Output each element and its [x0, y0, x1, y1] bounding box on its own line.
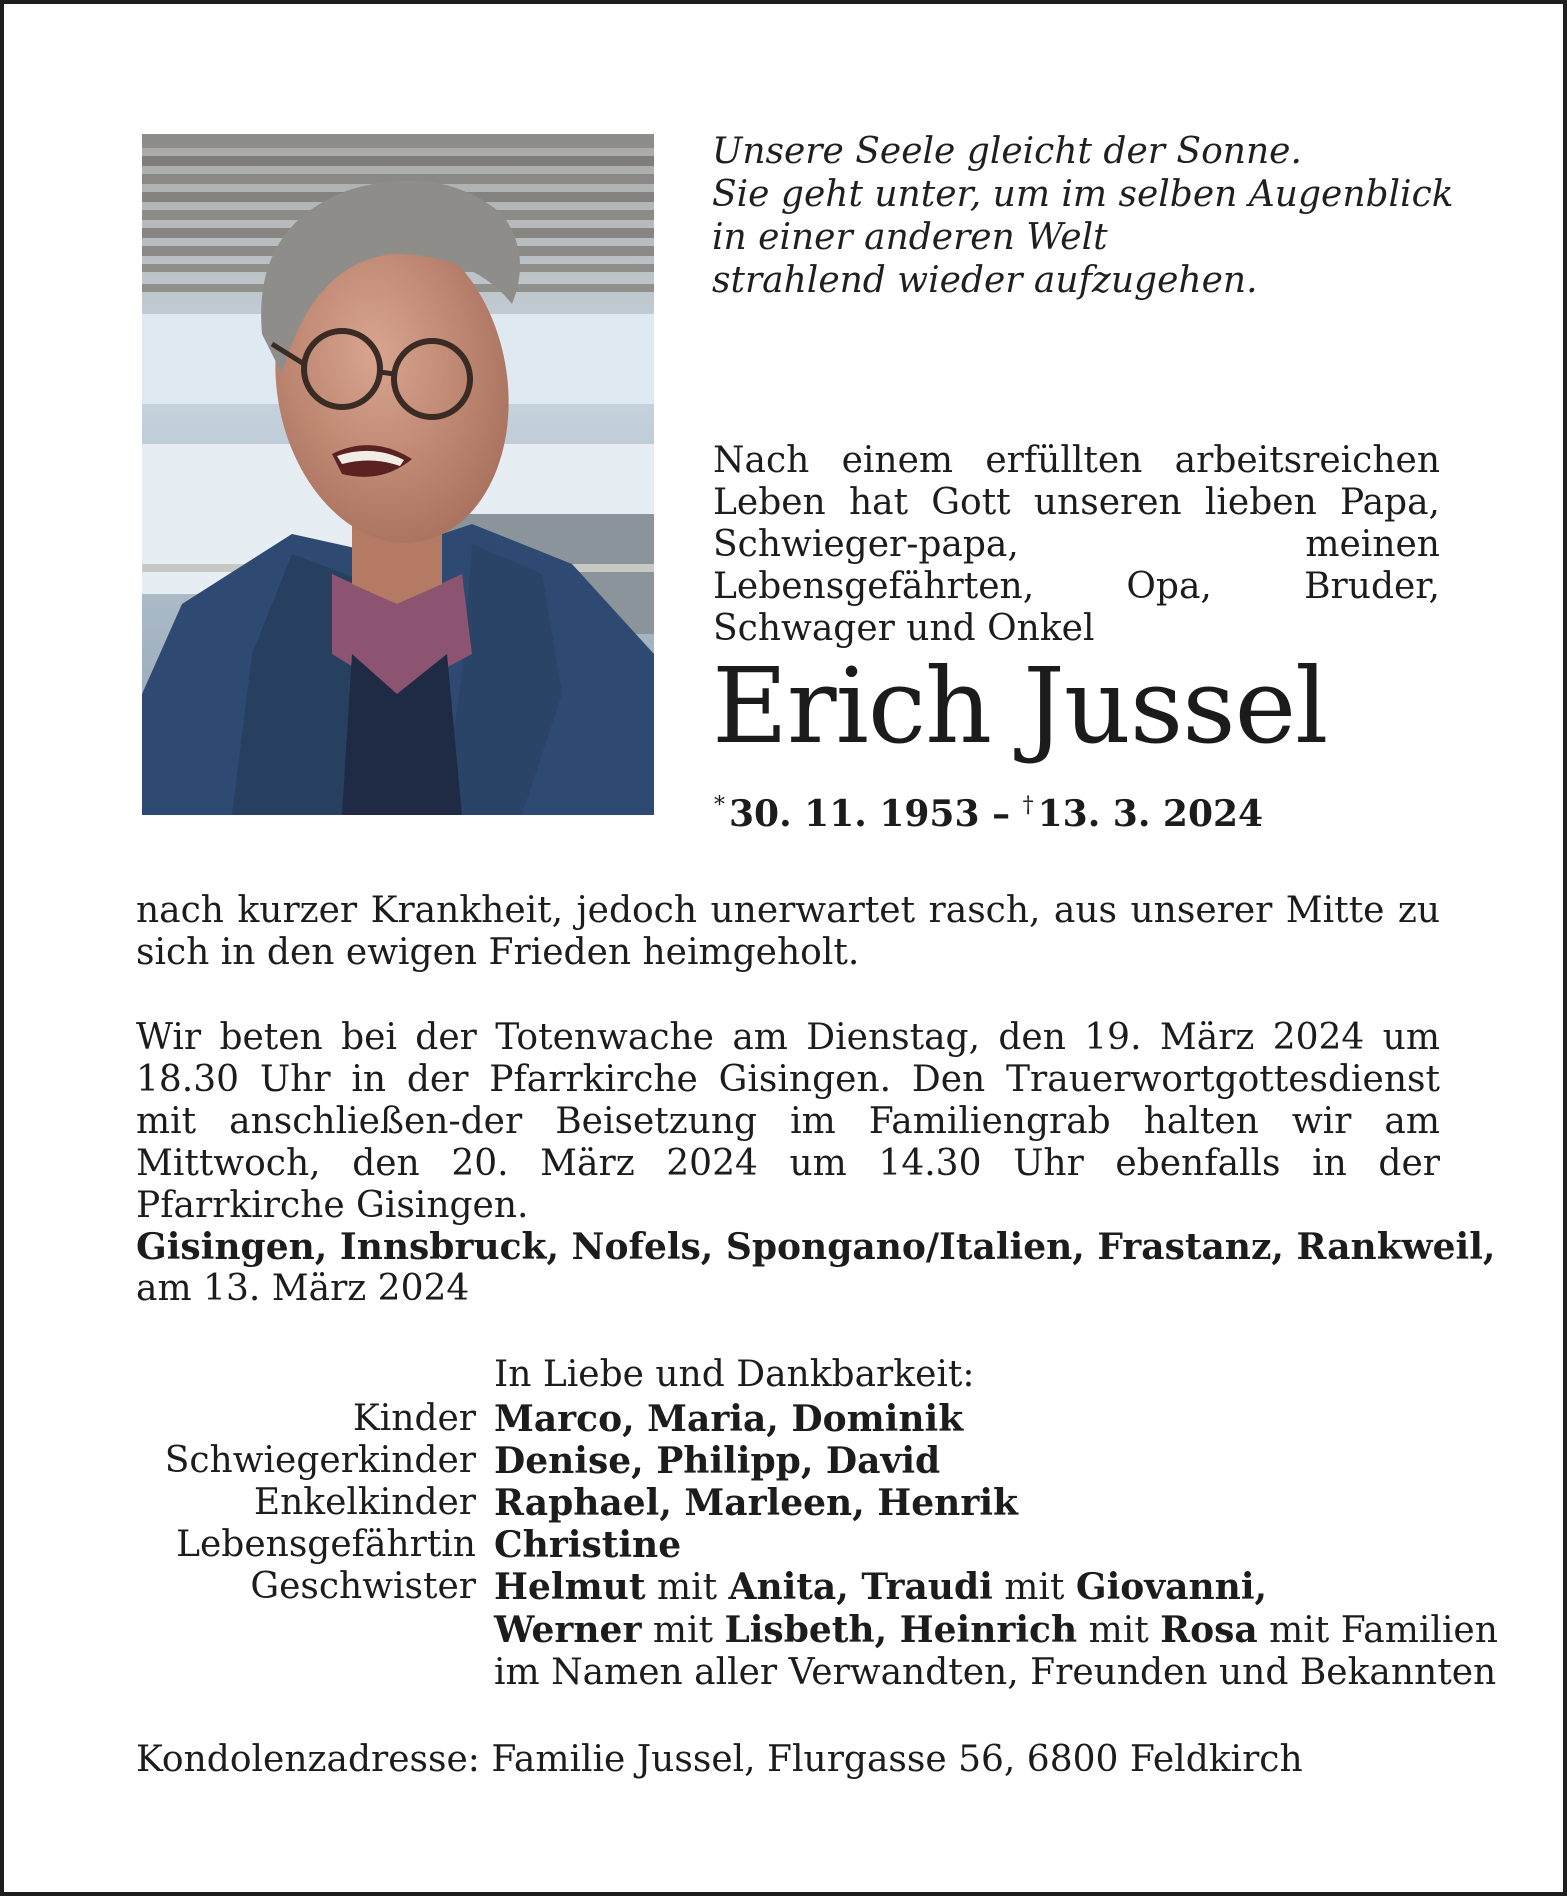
death-symbol: †: [1022, 793, 1034, 818]
notice-date: am 13. März 2024: [136, 1268, 470, 1309]
connector-text: mit: [1077, 1610, 1161, 1651]
places-and-date: [136, 1226, 1496, 1310]
relation-names: Denise, Philipp, David: [494, 1440, 941, 1482]
relation-names: Raphael, Marleen, Henrik: [494, 1482, 1018, 1524]
place-list: Gisingen, Innsbruck, Nofels, Spongano/Italien, Frastanz, Rankweil,: [136, 1226, 1496, 1268]
family-row-lebensgefaehrtin: [136, 1524, 1456, 1566]
verse-line: Sie geht unter, um im selben Augenblick: [712, 174, 1454, 215]
relation-names: [494, 1609, 1498, 1652]
birth-symbol: *: [714, 793, 725, 818]
connector-text: mit: [645, 1567, 729, 1608]
service-paragraph: Wir beten bei der Totenwache am Dienstag, den 19. März 2024 um 18.30 Uhr in der Pfarrkirche Gisingen. Den Trauerwortgottesdienst mit anschließen-der Beisetzung im Familiengrab halten wir am Mittwoch, den 20. März 2024 um 14.30 Uhr ebenfalls in der Pfarrkirche Gisingen.: [136, 1017, 1440, 1226]
family-row-geschwister: [136, 1566, 1456, 1609]
thanks-line: In Liebe und Dankbarkeit:: [494, 1354, 975, 1395]
mourners-list: [136, 1398, 1498, 1694]
verse-line: strahlend wieder aufzugehen.: [712, 260, 1258, 301]
family-row-kinder: [136, 1398, 1456, 1440]
connector-text: mit: [641, 1610, 725, 1651]
family-row-geschwister-cont: [136, 1609, 1498, 1652]
family-row-schwiegerkinder: [136, 1440, 1456, 1482]
relation-names: Christine: [494, 1524, 682, 1566]
sibling-name: Lisbeth, Heinrich: [724, 1609, 1078, 1651]
relation-label: Schwiegerkinder: [164, 1440, 476, 1481]
family-row-enkelkinder: [136, 1482, 1456, 1524]
date-separator: –: [979, 793, 1023, 835]
relation-names: Marco, Maria, Dominik: [494, 1398, 964, 1440]
portrait-image: [142, 134, 654, 815]
family-row-closing: [136, 1652, 1497, 1694]
deceased-name: Erich Jussel: [712, 645, 1328, 767]
portrait-photo: [142, 134, 654, 815]
sibling-name: Anita, Traudi: [728, 1566, 993, 1608]
relation-label: Geschwister: [250, 1566, 476, 1607]
sibling-name: Rosa: [1160, 1609, 1258, 1651]
connector-text: mit: [992, 1567, 1076, 1608]
relation-label: Kinder: [352, 1398, 476, 1439]
death-date: 13. 3. 2024: [1037, 793, 1264, 835]
birth-date: 30. 11. 1953: [729, 793, 980, 835]
closing-line: im Namen aller Verwandten, Freunden und Bekannten: [494, 1652, 1497, 1693]
life-dates: [714, 784, 1414, 836]
sibling-name: Giovanni,: [1075, 1566, 1268, 1608]
intro-text: Nach einem erfüllten arbeitsreichen Leben hat Gott unseren lieben Papa, Schwieger-papa, meinen Lebensgefährten, Opa, Bruder, Schwager und Onkel: [713, 440, 1440, 649]
verse-line: in einer anderen Welt: [712, 217, 1108, 258]
condolence-address: Kondolenzadresse: Familie Jussel, Flurgasse 56, 6800 Feldkirch: [136, 1739, 1303, 1780]
sibling-name: Werner: [494, 1609, 642, 1651]
relation-names: [494, 1566, 1456, 1609]
sibling-name: Helmut: [494, 1566, 646, 1608]
relation-label: Enkelkinder: [253, 1482, 476, 1523]
verse-quote: [712, 130, 1472, 302]
relation-label: Lebensgefährtin: [176, 1524, 476, 1565]
connector-text: mit Familien: [1257, 1610, 1498, 1651]
verse-line: Unsere Seele gleicht der Sonne.: [712, 131, 1302, 172]
passing-paragraph: nach kurzer Krankheit, jedoch unerwartet rasch, aus unserer Mitte zu sich in den ewigen Frieden heimgeholt.: [136, 890, 1440, 973]
